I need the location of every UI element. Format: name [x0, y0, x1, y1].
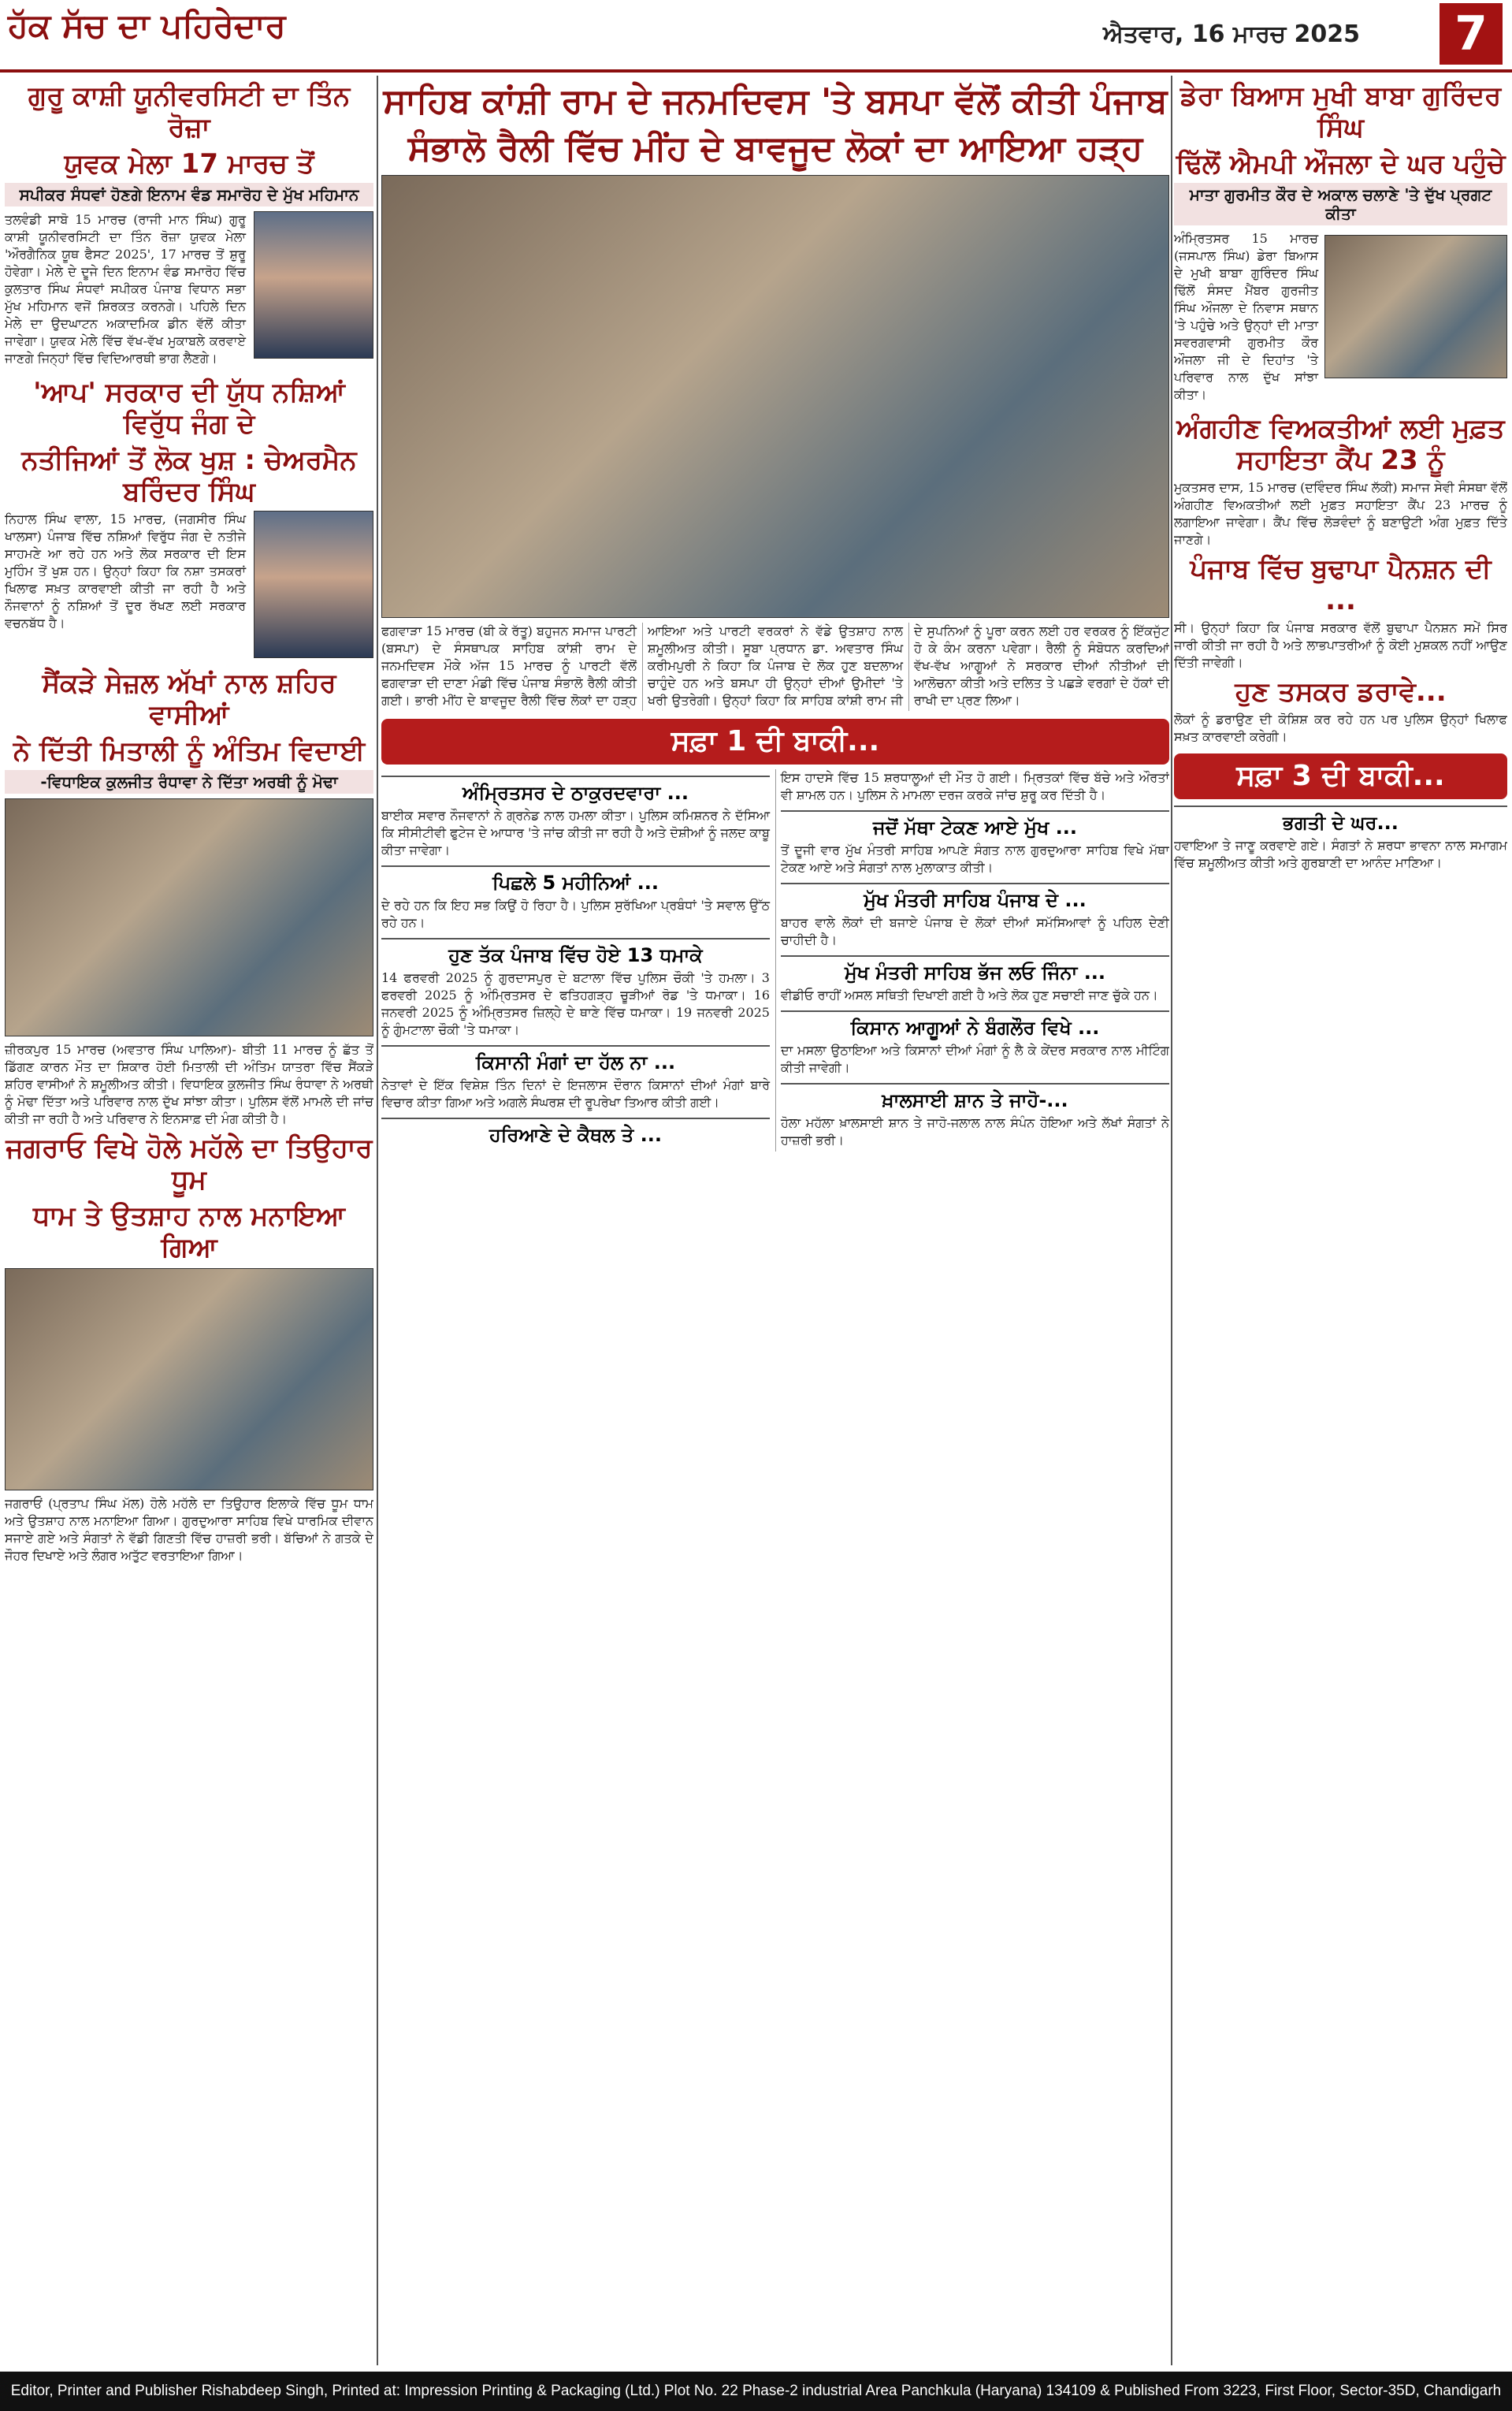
story-body: ਦਾ ਮਸਲਾ ਉਠਾਇਆ ਅਤੇ ਕਿਸਾਨਾਂ ਦੀਆਂ ਮੰਗਾਂ ਨੂੰ ਲੈ ਕੇ ਕੇਂਦਰ ਸਰਕਾਰ ਨਾਲ ਮੀਟਿੰਗ ਕੀਤੀ ਜਾਵੇਗੀ।: [781, 1043, 1169, 1075]
story-body: ਨੇਤਾਵਾਂ ਦੇ ਇੱਕ ਵਿਸ਼ੇਸ਼ ਤਿੰਨ ਦਿਨਾਂ ਦੇ ਇਜਲਾਸ ਦੌਰਾਨ ਕਿਸਾਨਾਂ ਦੀਆਂ ਮੰਗਾਂ ਬਾਰੇ ਵਿਚਾਰ ਕੀਤਾ ਗਿਆ ਅਤੇ ਅਗਲੇ ਸੰਘਰਸ਼ ਦੀ ਰੂਪਰੇਖਾ ਤਿਆਰ ਕੀਤੀ ਗਈ।: [381, 1077, 770, 1110]
column-divider: [377, 76, 378, 2365]
story-body: ਤੋਂ ਦੂਜੀ ਵਾਰ ਮੁੱਖ ਮੰਤਰੀ ਸਾਹਿਬ ਆਪਣੇ ਸੰਗਤ ਨਾਲ ਗੁਰਦੁਆਰਾ ਸਾਹਿਬ ਵਿਖੇ ਮੱਥਾ ਟੇਕਣ ਆਏ ਅਤੇ ਸੰਗਤਾਂ ਨਾਲ ਮੁਲਾਕਾਤ ਕੀਤੀ।: [781, 843, 1169, 875]
story-body: ਬਾਈਕ ਸਵਾਰ ਨੌਜਵਾਨਾਂ ਨੇ ਗ੍ਰਨੇਡ ਨਾਲ ਹਮਲਾ ਕੀਤਾ। ਪੁਲਿਸ ਕਮਿਸ਼ਨਰ ਨੇ ਦੱਸਿਆ ਕਿ ਸੀਸੀਟੀਵੀ ਫੁਟੇਜ ਦੇ ਆਧਾਰ 'ਤੇ ਜਾਂਚ ਕੀਤੀ ਜਾ ਰਹੀ ਹੈ ਅਤੇ ਦੋਸ਼ੀਆਂ ਨੂੰ ਜਲਦ ਕਾਬੂ ਕੀਤਾ ਜਾਵੇਗਾ।: [381, 808, 770, 858]
story-headline: ਹੁਣ ਤੱਕ ਪੰਜਾਬ ਵਿੱਚ ਹੋਏ 13 ਧਮਾਕੇ: [381, 938, 770, 966]
imprint-footer: Editor, Printer and Publisher Rishabdeep Singh, Printed at: Impression Printing & Packaging (Ltd.) Plot No. 22 Phase-2 industrial Area Panchkula (Haryana) 134109 & Published From 3223, First Floor, Sector-35D, Chandigarh: [0, 2372, 1512, 2411]
story-headline: ਮੁੱਖ ਮੰਤਰੀ ਸਾਹਿਬ ਪੰਜਾਬ ਦੇ ...: [781, 883, 1169, 911]
portrait-photo: [254, 511, 373, 658]
article-body: ਸੀ। ਉਨ੍ਹਾਂ ਕਿਹਾ ਕਿ ਪੰਜਾਬ ਸਰਕਾਰ ਵੱਲੋਂ ਬੁਢਾਪਾ ਪੈਨਸ਼ਨ ਸਮੇਂ ਸਿਰ ਜਾਰੀ ਕੀਤੀ ਜਾ ਰਹੀ ਹੈ ਅਤੇ ਲਾਭਪਾਤਰੀਆਂ ਨੂੰ ਕੋਈ ਮੁਸ਼ਕਲ ਨਹੀਂ ਆਉਣ ਦਿੱਤੀ ਜਾਵੇਗੀ।: [1174, 620, 1507, 670]
article-headline: ਹੁਣ ਤਸਕਰ ਡਰਾਵੇ...: [1235, 676, 1447, 708]
story-headline: ਖ਼ਾਲਸਾਈ ਸ਼ਾਨ ਤੇ ਜਾਹੋ-...: [781, 1083, 1169, 1111]
newspaper-logo: ਹੱਕ ਸੱਚ ਦਾ ਪਹਿਰੇਦਾਰ: [8, 6, 286, 45]
rally-photo: [381, 175, 1169, 618]
article-body: ਨਿਹਾਲ ਸਿੰਘ ਵਾਲਾ, 15 ਮਾਰਚ, (ਜਗਸੀਰ ਸਿੰਘ ਖਾਲਸਾ) ਪੰਜਾਬ ਵਿੱਚ ਨਸ਼ਿਆਂ ਵਿਰੁੱਧ ਜੰਗ ਦੇ ਨਤੀਜੇ ਸਾਹਮਣੇ ਆ ਰਹੇ ਹਨ ਅਤੇ ਲੋਕ ਸਰਕਾਰ ਦੀ ਇਸ ਮੁਹਿੰਮ ਤੋਂ ਖੁਸ਼ ਹਨ। ਉਨ੍ਹਾਂ ਕਿਹਾ ਕਿ ਨਸ਼ਾ ਤਸਕਰਾਂ ਖਿਲਾਫ ਸਖ਼ਤ ਕਾਰਵਾਈ ਕੀਤੀ ਜਾ ਰਹੀ ਹੈ ਅਤੇ ਨੌਜਵਾਨਾਂ ਨੂੰ ਨਸ਼ਿਆਂ ਤੋਂ ਦੂਰ ਰੱਖਣ ਲਈ ਸਰਕਾਰ ਵਚਨਬੱਧ ਹੈ।: [5, 512, 246, 631]
meeting-photo: [1324, 235, 1507, 378]
article-headline: ਯੁਵਕ ਮੇਲਾ 17 ਮਾਰਚ ਤੋਂ: [64, 148, 314, 180]
continued-stories: [381, 769, 1169, 1152]
article-headline: ਅੰਗਹੀਣ ਵਿਅਕਤੀਆਂ ਲਈ ਮੁਫ਼ਤ ਸਹਾਇਤਾ ਕੈਂਪ 23 ਨੂੰ: [1176, 413, 1505, 476]
article-subheadline: ਸਪੀਕਰ ਸੰਧਵਾਂ ਹੋਣਗੇ ਇਨਾਮ ਵੰਡ ਸਮਾਰੋਹ ਦੇ ਮੁੱਖ ਮਹਿਮਾਨ: [5, 183, 373, 206]
story-headline: ਅੰਮ੍ਰਿਤਸਰ ਦੇ ਠਾਕੁਰਦਵਾਰਾ ...: [381, 776, 770, 804]
article-hola-mohalla: [5, 1133, 373, 1565]
page-number: 7: [1440, 3, 1503, 65]
continued-from-page-3-banner: ਸਫ਼ਾ 3 ਦੀ ਬਾਕੀ...: [1174, 753, 1507, 799]
story-body: ਹਵਾਇਆ ਤੇ ਜਾਣੂ ਕਰਵਾਏ ਗਏ। ਸੰਗਤਾਂ ਨੇ ਸ਼ਰਧਾ ਭਾਵਨਾ ਨਾਲ ਸਮਾਗਮ ਵਿੱਚ ਸ਼ਮੂਲੀਅਤ ਕੀਤੀ ਅਤੇ ਗੁਰਬਾਣੀ ਦਾ ਆਨੰਦ ਮਾਣਿਆ।: [1174, 838, 1507, 870]
article-camp: [1174, 413, 1507, 549]
story-body: ਬਾਹਰ ਵਾਲੇ ਲੋਕਾਂ ਦੀ ਬਜਾਏ ਪੰਜਾਬ ਦੇ ਲੋਕਾਂ ਦੀਆਂ ਸਮੱਸਿਆਵਾਂ ਨੂੰ ਪਹਿਲ ਦੇਣੀ ਚਾਹੀਦੀ ਹੈ।: [781, 915, 1169, 947]
article-headline: ਨਤੀਜਿਆਂ ਤੋਂ ਲੋਕ ਖੁਸ਼ : ਚੇਅਰਮੈਨ ਬਰਿੰਦਰ ਸਿੰਘ: [21, 445, 357, 508]
story-headline: ਪਿਛਲੇ 5 ਮਹੀਨਿਆਂ ...: [381, 865, 770, 894]
article-smugglers: [1174, 676, 1507, 746]
story-headline: ਮੁੱਖ ਮੰਤਰੀ ਸਾਹਿਬ ਭੱਜ ਲਓ ਜਿੰਨਾ ...: [781, 955, 1169, 984]
article-body: ਫਗਵਾੜਾ 15 ਮਾਰਚ (ਬੀ ਕੇ ਰੱਤੂ) ਬਹੁਜਨ ਸਮਾਜ ਪਾਰਟੀ (ਬਸਪਾ) ਦੇ ਸੰਸਥਾਪਕ ਸਾਹਿਬ ਕਾਂਸ਼ੀ ਰਾਮ ਦੇ ਜਨਮਦਿਵਸ ਮੌਕੇ ਅੱਜ 15 ਮਾਰਚ ਨੂੰ ਪਾਰਟੀ ਵੱਲੋਂ ਫਗਵਾੜਾ ਦੀ ਦਾਣਾ ਮੰਡੀ ਵਿੱਚ ਪੰਜਾਬ ਸੰਭਾਲੋ ਰੈਲੀ ਕੀਤੀ ਗਈ। ਭਾਰੀ ਮੀਂਹ ਦੇ ਬਾਵਜੂਦ ਰੈਲੀ ਵਿੱਚ ਲੋਕਾਂ ਦਾ ਹੜ੍ਹ ਆਇਆ ਅਤੇ ਪਾਰਟੀ ਵਰਕਰਾਂ ਨੇ ਵੱਡੇ ਉਤਸ਼ਾਹ ਨਾਲ ਸ਼ਮੂਲੀਅਤ ਕੀਤੀ। ਸੂਬਾ ਪ੍ਰਧਾਨ ਡਾ. ਅਵਤਾਰ ਸਿੰਘ ਕਰੀਮਪੁਰੀ ਨੇ ਕਿਹਾ ਕਿ ਪੰਜਾਬ ਦੇ ਲੋਕ ਹੁਣ ਬਦਲਾਅ ਚਾਹੁੰਦੇ ਹਨ ਅਤੇ ਬਸਪਾ ਹੀ ਉਨ੍ਹਾਂ ਦੀਆਂ ਉਮੀਦਾਂ 'ਤੇ ਖਰੀ ਉਤਰੇਗੀ। ਉਨ੍ਹਾਂ ਕਿਹਾ ਕਿ ਸਾਹਿਬ ਕਾਂਸ਼ੀ ਰਾਮ ਜੀ ਦੇ ਸੁਪਨਿਆਂ ਨੂੰ ਪੂਰਾ ਕਰਨ ਲਈ ਹਰ ਵਰਕਰ ਨੂੰ ਇੱਕਜੁੱਟ ਹੋ ਕੇ ਕੰਮ ਕਰਨਾ ਪਵੇਗਾ। ਰੈਲੀ ਨੂੰ ਸੰਬੋਧਨ ਕਰਦਿਆਂ ਵੱਖ-ਵੱਖ ਆਗੂਆਂ ਨੇ ਸਰਕਾਰ ਦੀਆਂ ਨੀਤੀਆਂ ਦੀ ਆਲੋਚਨਾ ਕੀਤੀ ਅਤੇ ਦਲਿਤ ਤੇ ਪਛੜੇ ਵਰਗਾਂ ਦੇ ਹੱਕਾਂ ਦੀ ਰਾਖੀ ਦਾ ਪ੍ਰਣ ਲਿਆ।: [381, 623, 1169, 708]
left-column: [5, 76, 373, 2365]
article-headline: ਗੁਰੂ ਕਾਸ਼ੀ ਯੂਨੀਵਰਸਿਟੀ ਦਾ ਤਿੰਨ ਰੋਜ਼ਾ: [28, 80, 351, 143]
story-body: ਵੀਡੀਓ ਰਾਹੀਂ ਅਸਲ ਸਥਿਤੀ ਦਿਖਾਈ ਗਈ ਹੈ ਅਤੇ ਲੋਕ ਹੁਣ ਸਚਾਈ ਜਾਣ ਚੁੱਕੇ ਹਨ।: [781, 988, 1158, 1003]
article-dera-beas: [1174, 80, 1507, 408]
festival-photo: [5, 1268, 373, 1490]
article-body: ਤਲਵੰਡੀ ਸਾਬੋ 15 ਮਾਰਚ (ਰਾਜੀ ਮਾਨ ਸਿੰਘ) ਗੁਰੂ ਕਾਸ਼ੀ ਯੂਨੀਵਰਸਿਟੀ ਦਾ ਤਿੰਨ ਰੋਜ਼ਾ ਯੁਵਕ ਮੇਲਾ 'ਔਰਗੈਨਿਕ ਯੂਥ ਫੈਸਟ 2025', 17 ਮਾਰਚ ਤੋਂ ਸ਼ੁਰੂ ਹੋਵੇਗਾ। ਮੇਲੇ ਦੇ ਦੂਜੇ ਦਿਨ ਇਨਾਮ ਵੰਡ ਸਮਾਰੋਹ ਵਿੱਚ ਕੁਲਤਾਰ ਸਿੰਘ ਸੰਧਵਾਂ ਸਪੀਕਰ ਪੰਜਾਬ ਵਿਧਾਨ ਸਭਾ ਮੁੱਖ ਮਹਿਮਾਨ ਵਜੋਂ ਸ਼ਿਰਕਤ ਕਰਨਗੇ। ਪਹਿਲੇ ਦਿਨ ਮੇਲੇ ਦਾ ਉਦਘਾਟਨ ਅਕਾਦਮਿਕ ਡੀਨ ਵੱਲੋਂ ਕੀਤਾ ਜਾਵੇਗਾ। ਯੁਵਕ ਮੇਲੇ ਵਿੱਚ ਵੱਖ-ਵੱਖ ਮੁਕਾਬਲੇ ਕਰਵਾਏ ਜਾਣਗੇ ਜਿਨ੍ਹਾਂ ਵਿੱਚ ਵਿਦਿਆਰਥੀ ਭਾਗ ਲੈਣਗੇ।: [5, 212, 246, 366]
story-headline: ਹਰਿਆਣੇ ਦੇ ਕੈਥਲ ਤੇ ...: [381, 1118, 770, 1146]
story-headline: ਜਦੋਂ ਮੱਥਾ ਟੇਕਣ ਆਏ ਮੁੱਖ ...: [781, 810, 1169, 839]
article-headline: 'ਆਪ' ਸਰਕਾਰ ਦੀ ਯੁੱਧ ਨਸ਼ਿਆਂ ਵਿਰੁੱਧ ਜੰਗ ਦੇ: [33, 377, 345, 440]
article-headline: ਜਗਰਾਓ ਵਿਖੇ ਹੋਲੇ ਮਹੱਲੇ ਦਾ ਤਿਉਹਾਰ ਧੂਮ: [6, 1133, 373, 1196]
story-headline: ਕਿਸਾਨੀ ਮੰਗਾਂ ਦਾ ਹੱਲ ਨਾ ...: [381, 1045, 770, 1073]
column-divider: [1171, 76, 1172, 2365]
lead-article: [381, 80, 1169, 711]
story-body: 14 ਫਰਵਰੀ 2025 ਨੂੰ ਗੁਰਦਾਸਪੁਰ ਦੇ ਬਟਾਲਾ ਵਿੱਚ ਪੁਲਿਸ ਚੌਕੀ 'ਤੇ ਹਮਲਾ। 3 ਫਰਵਰੀ 2025 ਨੂੰ ਅੰਮ੍ਰਿਤਸਰ ਦੇ ਫਤਿਹਗੜ੍ਹ ਚੂੜੀਆਂ ਰੋਡ 'ਤੇ ਧਮਾਕਾ। 16 ਜਨਵਰੀ 2025 ਨੂੰ ਅੰਮ੍ਰਿਤਸਰ ਜ਼ਿਲ੍ਹੇ ਦੇ ਥਾਣੇ ਵਿੱਚ ਧਮਾਕਾ। 19 ਜਨਵਰੀ 2025 ਨੂੰ ਗੁੰਮਟਾਲਾ ਚੌਕੀ 'ਤੇ ਧਮਾਕਾ।: [381, 970, 770, 1037]
article-subheadline: -ਵਿਧਾਇਕ ਕੁਲਜੀਤ ਰੰਧਾਵਾ ਨੇ ਦਿੱਤਾ ਅਰਥੀ ਨੂੰ ਮੋਢਾ: [5, 770, 373, 794]
article-body: ਲੋਕਾਂ ਨੂੰ ਡਰਾਉਣ ਦੀ ਕੋਸ਼ਿਸ਼ ਕਰ ਰਹੇ ਹਨ ਪਰ ਪੁਲਿਸ ਉਨ੍ਹਾਂ ਖਿਲਾਫ ਸਖ਼ਤ ਕਾਰਵਾਈ ਕਰੇਗੀ।: [1174, 712, 1507, 744]
article-headline: ਪੰਜਾਬ ਵਿੱਚ ਬੁਢਾਪਾ ਪੈਨਸ਼ਨ ਦੀ ...: [1190, 553, 1492, 616]
article-body: ਜਗਰਾਓਂ (ਪ੍ਰਤਾਪ ਸਿੰਘ ਮੱਲ) ਹੋਲੇ ਮਹੱਲੇ ਦਾ ਤਿਉਹਾਰ ਇਲਾਕੇ ਵਿੱਚ ਧੂਮ ਧਾਮ ਅਤੇ ਉਤਸ਼ਾਹ ਨਾਲ ਮਨਾਇਆ ਗਿਆ। ਗੁਰਦੁਆਰਾ ਸਾਹਿਬ ਵਿਖੇ ਧਾਰਮਿਕ ਦੀਵਾਨ ਸਜਾਏ ਗਏ ਅਤੇ ਸੰਗਤਾਂ ਨੇ ਵੱਡੀ ਗਿਣਤੀ ਵਿੱਚ ਹਾਜ਼ਰੀ ਭਰੀ। ਬੱਚਿਆਂ ਨੇ ਗਤਕੇ ਦੇ ਜੌਹਰ ਦਿਖਾਏ ਅਤੇ ਲੰਗਰ ਅਤੁੱਟ ਵਰਤਾਇਆ ਗਿਆ।: [5, 1496, 373, 1563]
article-subheadline: ਮਾਤਾ ਗੁਰਮੀਤ ਕੌਰ ਦੇ ਅਕਾਲ ਚਲਾਣੇ 'ਤੇ ਦੁੱਖ ਪ੍ਰਗਟ ਕੀਤਾ: [1174, 183, 1507, 225]
article-headline: ਸੈਂਕੜੇ ਸੇਜ਼ਲ ਅੱਖਾਂ ਨਾਲ ਸ਼ਹਿਰ ਵਾਸੀਆਂ: [42, 668, 336, 731]
center-column: [381, 76, 1169, 2365]
right-column: [1174, 76, 1507, 2365]
article-pension: [1174, 553, 1507, 672]
article-drug-war: [5, 377, 373, 663]
article-body: ਮੁਕਤਸਰ ਦਾਸ, 15 ਮਾਰਚ (ਦਵਿੰਦਰ ਸਿੰਘ ਲੱਕੀ) ਸਮਾਜ ਸੇਵੀ ਸੰਸਥਾ ਵੱਲੋਂ ਅੰਗਹੀਣ ਵਿਅਕਤੀਆਂ ਲਈ ਮੁਫ਼ਤ ਸਹਾਇਤਾ ਕੈਂਪ 23 ਮਾਰਚ ਨੂੰ ਲਗਾਇਆ ਜਾਵੇਗਾ। ਕੈਂਪ ਵਿੱਚ ਲੋੜਵੰਦਾਂ ਨੂੰ ਬਣਾਉਟੀ ਅੰਗ ਮੁਫ਼ਤ ਦਿੱਤੇ ਜਾਣਗੇ।: [1174, 480, 1507, 547]
lead-headline: ਸਾਹਿਬ ਕਾਂਸ਼ੀ ਰਾਮ ਦੇ ਜਨਮਦਿਵਸ 'ਤੇ ਬਸਪਾ ਵੱਲੋਂ ਕੀਤੀ ਪੰਜਾਬ: [383, 81, 1168, 121]
portrait-photo: [254, 211, 373, 359]
continued-from-page-1-banner: ਸਫ਼ਾ 1 ਦੀ ਬਾਕੀ...: [381, 719, 1169, 765]
article-headline: ਨੇ ਦਿੱਤੀ ਮਿਤਾਲੀ ਨੂੰ ਅੰਤਿਮ ਵਿਦਾਈ: [13, 735, 366, 767]
article-headline: ਧਾਮ ਤੇ ਉਤਸ਼ਾਹ ਨਾਲ ਮਨਾਇਆ ਗਿਆ: [32, 1200, 346, 1263]
story-body: ਇਸ ਹਾਦਸੇ ਵਿੱਚ 15 ਸ਼ਰਧਾਲੂਆਂ ਦੀ ਮੌਤ ਹੋ ਗਈ। ਮ੍ਰਿਤਕਾਂ ਵਿੱਚ ਬੱਚੇ ਅਤੇ ਔਰਤਾਂ ਵੀ ਸ਼ਾਮਲ ਹਨ। ਪੁਲਿਸ ਨੇ ਮਾਮਲਾ ਦਰਜ ਕਰਕੇ ਜਾਂਚ ਸ਼ੁਰੂ ਕਰ ਦਿੱਤੀ ਹੈ।: [781, 770, 1169, 802]
article-body: ਅੰਮ੍ਰਿਤਸਰ 15 ਮਾਰਚ (ਜਸਪਾਲ ਸਿੰਘ) ਡੇਰਾ ਬਿਆਸ ਦੇ ਮੁਖੀ ਬਾਬਾ ਗੁਰਿੰਦਰ ਸਿੰਘ ਢਿੱਲੋਂ ਸੰਸਦ ਮੈਂਬਰ ਗੁਰਜੀਤ ਸਿੰਘ ਔਜਲਾ ਦੇ ਨਿਵਾਸ ਸਥਾਨ 'ਤੇ ਪਹੁੰਚੇ ਅਤੇ ਉਨ੍ਹਾਂ ਦੀ ਮਾਤਾ ਸਵਰਗਵਾਸੀ ਗੁਰਮੀਤ ਕੌਰ ਔਜਲਾ ਜੀ ਦੇ ਦਿਹਾਂਤ 'ਤੇ ਪਰਿਵਾਰ ਨਾਲ ਦੁੱਖ ਸਾਂਝਾ ਕੀਤਾ।: [1174, 231, 1318, 402]
article-funeral: [5, 668, 373, 1128]
story-headline: ਭਗਤੀ ਦੇ ਘਰ...: [1174, 806, 1507, 834]
funeral-photo: [5, 798, 373, 1036]
lead-headline: ਸੰਭਾਲੋ ਰੈਲੀ ਵਿੱਚ ਮੀਂਹ ਦੇ ਬਾਵਜੂਦ ਲੋਕਾਂ ਦਾ ਆਇਆ ਹੜ੍ਹ: [407, 128, 1143, 169]
masthead: [0, 0, 1512, 73]
story-headline: ਕਿਸਾਨ ਆਗੂਆਂ ਨੇ ਬੰਗਲੌਰ ਵਿਖੇ ...: [781, 1010, 1169, 1039]
article-youth-fest: [5, 80, 373, 372]
story-body: ਦੇ ਰਹੇ ਹਨ ਕਿ ਇਹ ਸਭ ਕਿਉਂ ਹੋ ਰਿਹਾ ਹੈ। ਪੁਲਿਸ ਸੁਰੱਖਿਆ ਪ੍ਰਬੰਧਾਂ 'ਤੇ ਸਵਾਲ ਉੱਠ ਰਹੇ ਹਨ।: [381, 898, 770, 930]
issue-date: ਐਤਵਾਰ, 16 ਮਾਰਚ 2025: [1103, 20, 1360, 48]
article-body: ਜ਼ੀਰਕਪੁਰ 15 ਮਾਰਚ (ਅਵਤਾਰ ਸਿੰਘ ਪਾਲਿਆ)- ਬੀਤੀ 11 ਮਾਰਚ ਨੂੰ ਛੱਤ ਤੋਂ ਡਿੱਗਣ ਕਾਰਨ ਮੌਤ ਦਾ ਸ਼ਿਕਾਰ ਹੋਈ ਮਿਤਾਲੀ ਦੀ ਅੰਤਿਮ ਯਾਤਰਾ ਵਿੱਚ ਸੈਂਕੜੇ ਸ਼ਹਿਰ ਵਾਸੀਆਂ ਨੇ ਸ਼ਮੂਲੀਅਤ ਕੀਤੀ। ਵਿਧਾਇਕ ਕੁਲਜੀਤ ਸਿੰਘ ਰੰਧਾਵਾ ਨੇ ਅਰਥੀ ਨੂੰ ਮੋਢਾ ਦਿੱਤਾ ਅਤੇ ਪਰਿਵਾਰ ਨਾਲ ਦੁੱਖ ਸਾਂਝਾ ਕੀਤਾ। ਪੁਲਿਸ ਵੱਲੋਂ ਮਾਮਲੇ ਦੀ ਜਾਂਚ ਕੀਤੀ ਜਾ ਰਹੀ ਹੈ ਅਤੇ ਪਰਿਵਾਰ ਨੇ ਇਨਸਾਫ਼ ਦੀ ਮੰਗ ਕੀਤੀ ਹੈ।: [5, 1042, 373, 1126]
story-body: ਹੋਲਾ ਮਹੱਲਾ ਖ਼ਾਲਸਾਈ ਸ਼ਾਨ ਤੇ ਜਾਹੋ-ਜਲਾਲ ਨਾਲ ਸੰਪੰਨ ਹੋਇਆ ਅਤੇ ਲੱਖਾਂ ਸੰਗਤਾਂ ਨੇ ਹਾਜ਼ਰੀ ਭਰੀ।: [781, 1115, 1169, 1148]
article-headline: ਡੇਰਾ ਬਿਆਸ ਮੁਖੀ ਬਾਬਾ ਗੁਰਿੰਦਰ ਸਿੰਘ: [1180, 80, 1502, 143]
article-bhagti: [1174, 806, 1507, 872]
article-headline: ਢਿੱਲੋਂ ਐਮਪੀ ਔਜਲਾ ਦੇ ਘਰ ਪਹੁੰਚੇ: [1176, 148, 1506, 180]
